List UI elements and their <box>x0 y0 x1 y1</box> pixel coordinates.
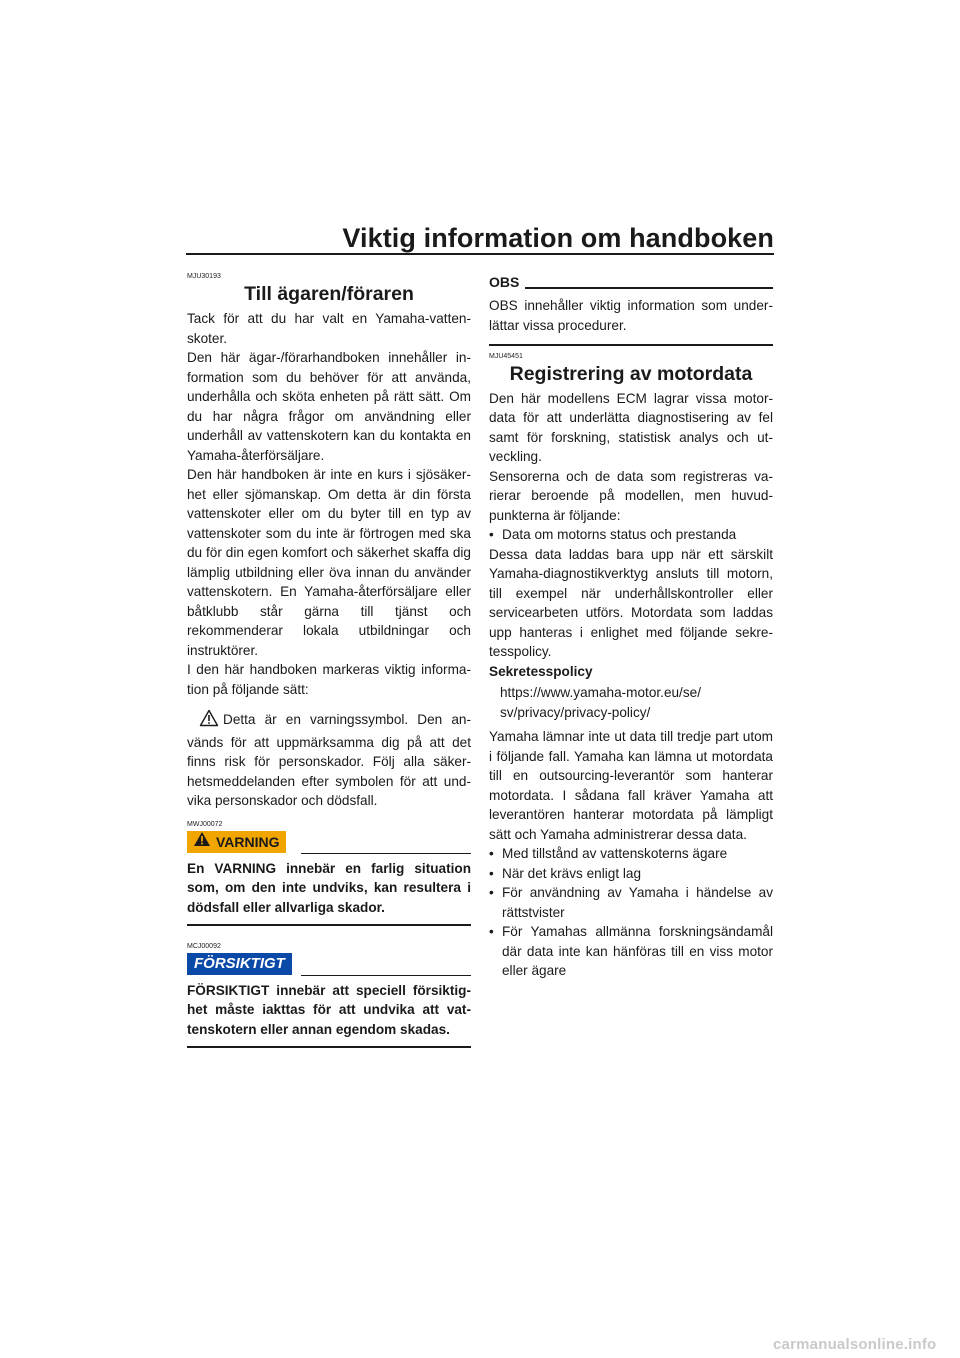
header-rule <box>186 253 774 255</box>
privacy-url-line[interactable]: https://www.yamaha-motor.eu/se/ <box>500 685 701 700</box>
data-list <box>489 525 773 545</box>
obs-rule <box>525 287 773 289</box>
paragraph: I den här handboken markeras viktig information på följande sätt: <box>187 662 471 697</box>
section-code: MWJ00072 <box>187 820 223 828</box>
obs-end-rule <box>489 344 773 346</box>
caution-text: FÖRSIKTIGT innebär att speciell försiktighet måste iakttas för att undvika att vattenskotern eller annan egendom skadas. <box>187 982 471 1037</box>
list-item: • När det krävs enligt lag <box>489 864 773 884</box>
warning-triangle-icon <box>193 831 211 853</box>
list-item: • Data om motorns status och prestanda <box>489 525 773 545</box>
paragraph: Yamaha lämnar inte ut data till tredje part utom i följande fall. Yamaha kan lämna ut motordata till en outsourcing-leverantör som hanterar motordata. I sådana fall kräver Yamaha att leverantören hanterar motordata på lämpligt sätt och Yamaha administrerar dessa data. <box>489 729 773 842</box>
warning-label-row <box>187 831 471 857</box>
obs-text: OBS innehåller viktig information som underlättar vissa procedurer. <box>489 298 773 333</box>
warning-triangle-icon <box>199 709 219 733</box>
left-column <box>187 272 471 1048</box>
right-column <box>489 272 773 981</box>
caution-badge <box>187 953 292 975</box>
warning-label-rule <box>301 853 471 855</box>
paragraph: Den här handboken är inte en kurs i sjösäkerhet eller sjömanskap. Om detta är din första vattenskoter eller om du byter till en typ av vattenskoter som du inte är förtrogen med ska du för din egen komfort och säkerhet skaffa dig lämplig utbildning eller öva innan du använder vattenskotern. En Yamaha-återförsäljare eller båtklubb står gärna till tjänst och rekommenderar lokala utbildningar och instruktörer. <box>187 467 471 658</box>
list-item: • För användning av Yamaha i händelse av rättstvister <box>489 883 773 922</box>
caution-label-row <box>187 953 471 979</box>
paragraph: Dessa data laddas bara upp när ett särskilt Yamaha-diagnostikverktyg ansluts till motorn, till exempel när underhållskontroller eller servicearbeten utförs. Motordata som laddas upp hanteras i enlighet med följande sekretesspolicy. <box>489 546 773 659</box>
section-code: MJU45451 <box>489 352 523 360</box>
disclosure-list <box>489 844 773 981</box>
section-code: MCJ00092 <box>187 942 221 950</box>
privacy-url-line[interactable]: sv/privacy/privacy-policy/ <box>500 704 651 720</box>
warning-label: VARNING <box>216 833 280 850</box>
list-item: • För Yamahas allmänna forskningsändamål där data inte kan hänföras till en viss motor eller ägare <box>489 922 773 981</box>
obs-label: OBS <box>489 274 520 290</box>
paragraph: Den här modellens ECM lagrar vissa motordata för att underlätta diagnostisering av fel samt för forskning, statistisk analys och utveckling. <box>489 390 773 464</box>
section-code: MJU30193 <box>187 273 221 280</box>
paragraph: Sensorerna och de data som registreras varierar beroende på modellen, men huvudpunkterna är följande: <box>489 468 773 523</box>
paragraph: Tack för att du har valt en Yamaha-vattenskoter. <box>187 311 471 346</box>
obs-header <box>489 272 773 292</box>
privacy-heading: Sekretesspolicy <box>489 663 593 679</box>
warning-text: En VARNING innebär en farlig situation som, om den inte undviks, kan resultera i dödsfall eller allvarliga skador. <box>187 860 471 915</box>
section-title-owner: Till ägaren/föraren <box>244 283 414 305</box>
warning-badge <box>187 831 286 853</box>
privacy-url[interactable] <box>489 683 773 722</box>
section-title-engine-data: Registrering av motordata <box>509 362 753 385</box>
warning-symbol-text: Detta är en varningssymbol. Den används för att uppmärksamma dig på att det finns risk för personskador. Följ alla säkerhetsmeddelanden efter symbolen för att undvika personskador och dödsfall. <box>187 712 471 808</box>
warning-end-rule <box>187 924 471 926</box>
caution-end-rule <box>187 1046 471 1048</box>
warning-symbol-paragraph <box>187 709 471 811</box>
page-title: Viktig information om handboken <box>342 223 774 253</box>
caution-label: FÖRSIKTIGT <box>194 954 285 972</box>
page-header <box>186 222 774 256</box>
site-watermark: carmanualsonline.info <box>773 1336 937 1353</box>
caution-label-rule <box>301 975 471 977</box>
list-item: • Med tillstånd av vattenskoterns ägare <box>489 844 773 864</box>
paragraph: Den här ägar-/förarhandboken innehåller information som du behöver för att använda, underhålla och sköta enheten på rätt sätt. Om du har några frågor om användning eller underhåll av vattenskotern kan du kontakta en Yamaha-återförsäljare. <box>187 350 471 463</box>
